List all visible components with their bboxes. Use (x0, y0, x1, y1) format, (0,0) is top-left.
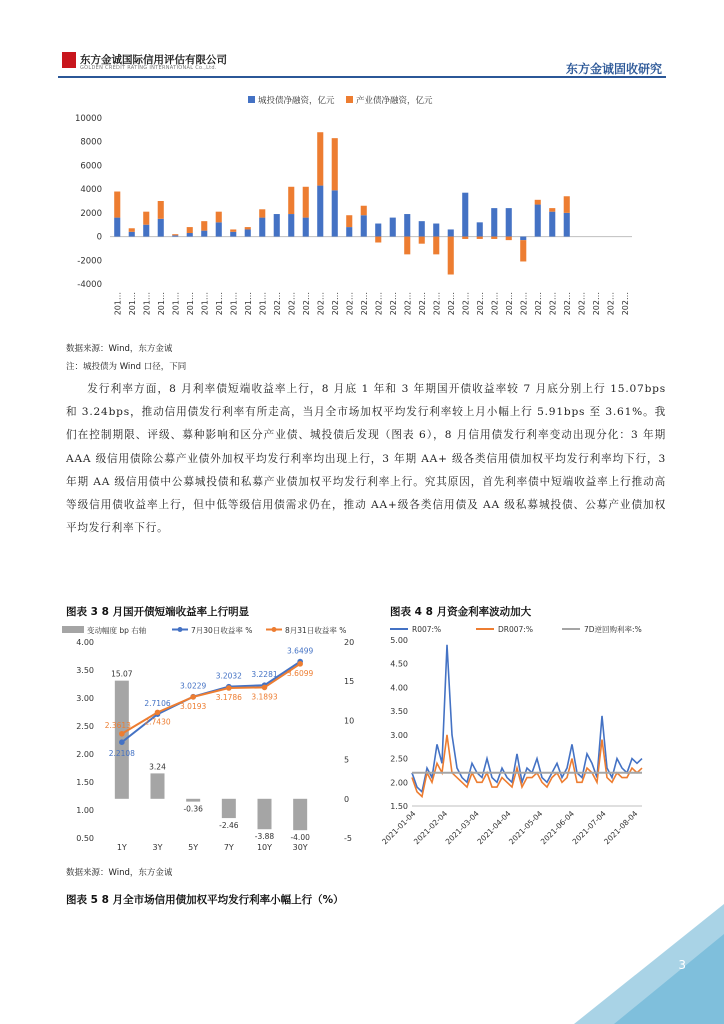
x-tick-label: 202… (388, 292, 398, 316)
bar-segment (390, 218, 396, 237)
y-tick-label: 3.00 (390, 730, 408, 740)
change-bar-label: 15.07 (111, 669, 133, 679)
bar-segment (230, 232, 236, 237)
yield-label: 2.7106 (144, 699, 171, 709)
data-source-note: 数据来源：Wind，东方金诚 (66, 344, 173, 354)
change-bar (151, 773, 165, 798)
figure5-title: 图表 5 8 月全市场信用债加权平均发行利率小幅上行（%） (66, 894, 344, 906)
y-left-tick-label: 3.50 (76, 666, 94, 675)
change-bar-label: -2.46 (219, 821, 239, 831)
bar-segment (129, 228, 135, 232)
change-bar (258, 799, 272, 829)
x-tick-label: 5Y (188, 843, 199, 852)
x-tick-label: 3Y (152, 843, 163, 852)
y-tick-label: 0 (96, 232, 102, 243)
money-rate-chart (380, 622, 670, 860)
x-tick-label: 201… (156, 292, 166, 316)
header-divider (58, 76, 666, 78)
bar-segment (564, 213, 570, 237)
x-tick-label: 202… (330, 292, 340, 316)
x-tick-label: 202… (345, 292, 355, 316)
bar-segment (419, 237, 425, 244)
bar-segment (491, 237, 497, 239)
legend-label: 7月30日收益率 % (191, 626, 253, 635)
x-tick-label: 2021-05-04 (507, 809, 545, 847)
bar-segment (462, 193, 468, 237)
legend-swatch (62, 626, 84, 633)
bar-segment (361, 215, 367, 236)
y-tick-label: 3.50 (390, 707, 408, 717)
y-right-tick-label: 15 (344, 677, 355, 687)
x-tick-label: 201… (200, 292, 210, 316)
bar-segment (520, 237, 526, 241)
bar-segment (549, 212, 555, 237)
y-tick-label: 6000 (80, 161, 102, 172)
bar-segment (158, 219, 164, 237)
x-tick-label: 202… (490, 292, 500, 316)
y-tick-label: -2000 (77, 256, 102, 267)
bar-segment (303, 218, 309, 237)
bar-segment (245, 229, 251, 236)
x-tick-label: 2021-01-04 (380, 809, 418, 847)
cdb-yield-chart (60, 622, 360, 856)
legend-label: 城投债净融资，亿元 (258, 96, 335, 106)
y-right-tick-label: 20 (344, 638, 355, 647)
x-tick-label: 201… (229, 292, 239, 316)
y-left-tick-label: 3.00 (76, 694, 94, 703)
company-name-en: GOLDEN CREDIT RATING INTERNATIONAL Co.,Ltd. (80, 65, 217, 71)
x-tick-label: 202… (417, 292, 427, 316)
x-tick-label: 202… (606, 292, 616, 316)
company-logo-icon (62, 52, 76, 68)
bar-segment (129, 232, 135, 237)
x-tick-label: 202… (432, 292, 442, 316)
bar-segment (419, 221, 425, 236)
bar-segment (317, 132, 323, 185)
bar-segment (491, 208, 497, 236)
yield-label: 2.7430 (144, 717, 171, 727)
bar-segment (201, 221, 207, 230)
y-tick-label: 5.00 (390, 636, 408, 645)
x-tick-label: 201… (214, 292, 224, 316)
change-bar (186, 799, 200, 802)
y-right-tick-label: 10 (344, 716, 355, 726)
x-tick-label: 202… (591, 292, 601, 316)
yield-point (297, 661, 303, 667)
bar-segment (346, 215, 352, 227)
change-bar-label: -3.88 (254, 832, 275, 842)
legend-label: DR007:% (498, 625, 533, 634)
x-tick-label: 2021-07-04 (570, 809, 608, 847)
x-tick-label: 202… (403, 292, 413, 316)
report-brand: 东方金诚固收研究 (565, 62, 662, 76)
x-tick-label: 201… (171, 292, 181, 316)
bar-segment (477, 237, 483, 239)
yield-label: 3.6099 (287, 668, 314, 678)
y-tick-label: 4.00 (390, 683, 408, 693)
bar-segment (187, 233, 193, 237)
bar-segment (375, 237, 381, 243)
bar-segment (230, 229, 236, 231)
bar-segment (158, 201, 164, 219)
x-tick-label: 2021-08-04 (602, 809, 640, 847)
legend-label: R007:% (412, 625, 442, 634)
bar-segment (332, 138, 338, 190)
x-tick-label: 1Y (116, 843, 127, 852)
x-tick-label: 2021-03-04 (443, 809, 481, 847)
x-tick-label: 202… (475, 292, 485, 316)
bar-segment (375, 224, 381, 237)
x-tick-label: 202… (519, 292, 529, 316)
yield-label: 3.1786 (215, 692, 242, 702)
legend-marker (272, 627, 277, 632)
x-tick-label: 2021-06-04 (538, 809, 576, 847)
page-number: 3 (678, 958, 686, 972)
bar-segment (448, 237, 454, 275)
bar-segment (172, 235, 178, 236)
net-financing-chart (66, 88, 646, 336)
x-tick-label: 202… (533, 292, 543, 316)
rate-line (412, 645, 642, 792)
x-tick-label: 202… (504, 292, 514, 316)
x-tick-label: 202… (316, 292, 326, 316)
y-tick-label: 2000 (80, 208, 102, 219)
bar-segment (346, 227, 352, 236)
bar-segment (361, 206, 367, 215)
change-bar (293, 799, 307, 830)
legend-swatch (346, 96, 353, 103)
y-tick-label: 10000 (74, 114, 102, 124)
bar-segment (433, 237, 439, 255)
yield-label: 2.2108 (108, 749, 135, 759)
bar-segment (520, 240, 526, 261)
yield-point (190, 694, 196, 700)
legend-swatch (248, 96, 255, 103)
bar-segment (143, 225, 149, 237)
x-tick-label: 201… (185, 292, 195, 316)
x-tick-label: 202… (461, 292, 471, 316)
bar-segment (317, 186, 323, 237)
yield-point (226, 685, 232, 691)
yield-label: 3.2281 (251, 670, 278, 680)
figure4-title: 图表 4 8 月资金利率波动加大 (390, 606, 532, 618)
x-tick-label: 201… (243, 292, 253, 316)
bar-segment (332, 190, 338, 236)
bar-segment (201, 231, 207, 237)
bar-segment (288, 187, 294, 214)
bar-segment (143, 212, 149, 225)
y-left-tick-label: 1.50 (76, 778, 94, 787)
y-tick-label: 4.50 (390, 659, 408, 669)
y-right-tick-label: -5 (344, 834, 352, 843)
change-bar-label: -0.36 (183, 804, 203, 814)
x-tick-label: 2021-04-04 (475, 809, 513, 847)
change-bar-label: 3.24 (149, 762, 166, 772)
legend-marker (178, 627, 183, 632)
x-tick-label: 201… (127, 292, 137, 316)
yield-label: 2.3613 (104, 720, 131, 730)
y-tick-label: 4000 (80, 185, 102, 196)
bar-segment (549, 208, 555, 212)
change-bar-label: -4.00 (290, 833, 310, 843)
x-tick-label: 202… (287, 292, 297, 316)
bar-segment (216, 222, 222, 236)
bar-segment (477, 222, 483, 236)
y-tick-label: 2.00 (390, 778, 408, 788)
x-tick-label: 202… (620, 292, 630, 316)
bar-segment (259, 209, 265, 217)
x-tick-label: 202… (272, 292, 282, 316)
corner-decoration (504, 874, 724, 1024)
yield-point (262, 685, 268, 691)
x-tick-label: 201… (113, 292, 123, 316)
x-tick-label: 201… (142, 292, 152, 316)
bar-segment (506, 237, 512, 241)
bar-segment (114, 192, 120, 218)
x-tick-label: 201… (258, 292, 268, 316)
y-left-tick-label: 2.50 (76, 722, 94, 731)
bar-segment (404, 214, 410, 237)
y-tick-label: 8000 (80, 137, 102, 148)
bar-segment (535, 205, 541, 237)
yield-point (155, 710, 161, 716)
company-name: 东方金诚国际信用评估有限公司 (80, 54, 227, 66)
bar-segment (187, 227, 193, 233)
yield-point (119, 739, 125, 745)
x-tick-label: 10Y (256, 843, 273, 852)
x-tick-label: 202… (446, 292, 456, 316)
y-right-tick-label: 0 (344, 794, 350, 804)
y-tick-label: 2.50 (390, 754, 408, 764)
bar-segment (535, 200, 541, 205)
y-left-tick-label: 1.00 (76, 806, 94, 815)
yield-label: 3.6499 (287, 646, 314, 656)
x-tick-label: 202… (359, 292, 369, 316)
change-bar (222, 799, 236, 818)
bar-segment (303, 187, 309, 218)
bar-segment (259, 218, 265, 237)
bar-segment (404, 237, 410, 255)
bar-segment (506, 208, 512, 236)
yield-point (119, 731, 125, 737)
legend-label: 变动幅度 bp 右轴 (87, 626, 147, 635)
legend-label: 8月31日收益率 % (285, 626, 347, 635)
y-tick-label: 1.50 (390, 802, 408, 811)
footnote: 注：城投债为 Wind 口径，下同 (66, 362, 187, 372)
y-tick-label: -4000 (77, 280, 102, 290)
bar-segment (564, 196, 570, 213)
x-tick-label: 2021-02-04 (411, 809, 450, 847)
bar-segment (288, 214, 294, 237)
x-tick-label: 202… (301, 292, 311, 316)
y-left-tick-label: 4.00 (76, 638, 94, 647)
y-left-tick-label: 2.00 (76, 750, 94, 759)
data-source-note-2: 数据来源：Wind，东方金诚 (66, 868, 173, 878)
x-tick-label: 202… (548, 292, 558, 316)
legend-label: 产业债净融资，亿元 (356, 96, 433, 106)
bar-segment (433, 224, 439, 237)
bar-segment (245, 227, 251, 229)
bar-segment (462, 237, 468, 239)
y-left-tick-label: 0.50 (76, 834, 94, 843)
x-tick-label: 202… (374, 292, 384, 316)
bar-segment (114, 218, 120, 237)
x-tick-label: 202… (562, 292, 572, 316)
yield-label: 3.2032 (215, 671, 242, 681)
body-paragraph: 发行利率方面，8 月利率债短端收益率上行，8 月底 1 年和 3 年期国开债收益率较 7 月底分别上行 15.07bps 和 3.24bps，推动信用债发行利率有所走高，当月全市场加权平均发行利率较上月小幅上行 5.91bps 至 3.61%。我们在控制期限、评级、募种影响和区分产业债、城投债后发现（图表 6），8 月信用债发行利率变动出现分化：3 年期 AAA 级信用债除公募产业债外加权平均发行利率均出现上行，3 年期 AA+ 级各类信用债加权平均发行利率均下行，3 年期 AA 级信用债中公募城投债和私募产业债加权平均发行利率上行。究其原因，首先利率债中短端收益率上行推动高等级信用债收益率上行，但中低等级信用债需求仍在，推动 AA+级各类信用债及 AA 级私募城投债、公募产业债加权平均发行利率下行。 (66, 383, 666, 535)
bar-segment (274, 214, 280, 237)
x-tick-label: 202… (577, 292, 587, 316)
yield-label: 3.0193 (180, 701, 207, 711)
y-right-tick-label: 5 (344, 755, 350, 765)
bar-segment (216, 212, 222, 223)
bar-segment (448, 229, 454, 236)
bar-segment (172, 234, 178, 235)
x-tick-label: 7Y (223, 843, 234, 852)
x-tick-label: 30Y (292, 843, 308, 852)
legend-label: 7D逆回购利率:% (584, 625, 642, 634)
yield-label: 3.1893 (251, 692, 278, 702)
yield-label: 3.0229 (180, 681, 207, 691)
figure3-title: 图表 3 8 月国开债短端收益率上行明显 (66, 606, 250, 618)
